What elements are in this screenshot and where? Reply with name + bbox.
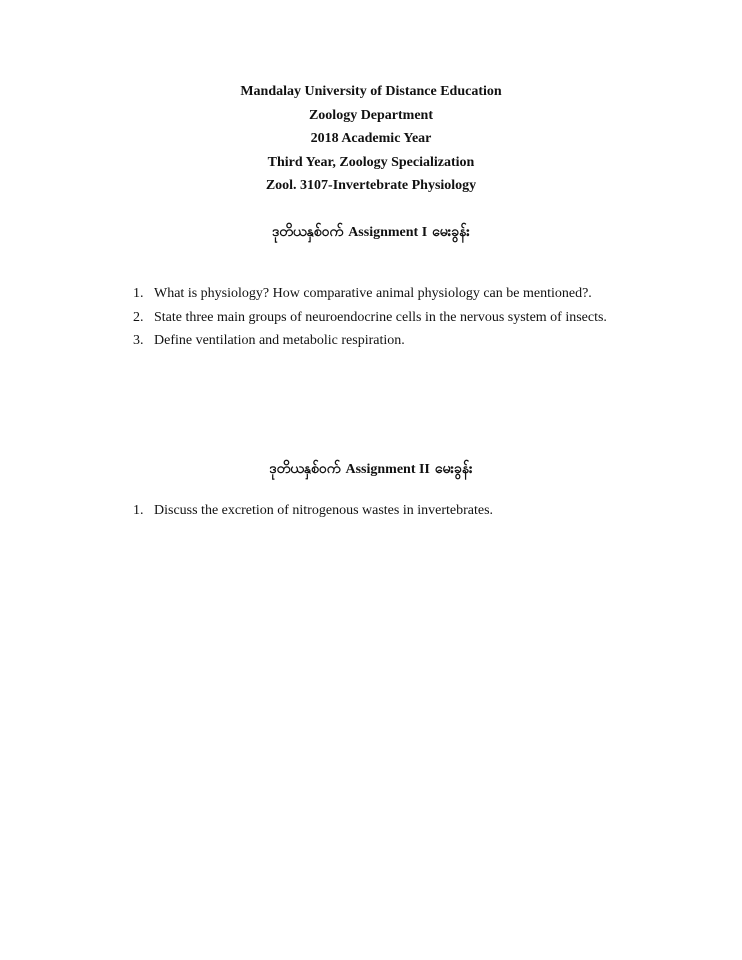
- assignment-1-questions: [133, 282, 713, 353]
- document-header: [0, 80, 742, 198]
- assignment-1-heading-label: Assignment I: [348, 225, 428, 240]
- year-specialization: Third Year, Zoology Specialization: [267, 154, 475, 170]
- question-text: Define ventilation and metabolic respiration.: [154, 333, 405, 348]
- department-name: Zoology Department: [308, 107, 434, 123]
- assignment-1-heading-prefix: ဒုတိယနှစ်ဝက်: [271, 225, 344, 240]
- assignment-1-heading-suffix: မေးခွန်း: [432, 225, 470, 240]
- question-item: [133, 499, 713, 523]
- course-title: Zool. 3107-Invertebrate Physiology: [265, 178, 477, 193]
- question-item: [133, 306, 713, 330]
- assignment-2-heading-suffix: မေးခွန်း: [434, 462, 473, 477]
- assignment-2-heading-prefix: ဒုတိယနှစ်ဝက်: [269, 462, 341, 477]
- question-number: 1.: [133, 286, 144, 301]
- question-number: 1.: [133, 503, 144, 518]
- assignment-2-heading-label: Assignment II: [345, 462, 430, 477]
- question-number: 2.: [133, 309, 144, 325]
- assignment-2-questions: [133, 499, 713, 523]
- academic-year: 2018 Academic Year: [310, 131, 432, 146]
- question-item: [133, 329, 713, 353]
- question-text: State three main groups of neuroendocrine cells in the nervous system of insects.: [154, 309, 607, 325]
- question-item: [133, 282, 713, 306]
- question-number: 3.: [133, 333, 144, 348]
- question-text: Discuss the excretion of nitrogenous wastes in invertebrates.: [154, 503, 494, 518]
- assignment-2-heading: [0, 460, 742, 480]
- question-text: What is physiology? How comparative animal physiology can be mentioned?.: [154, 286, 592, 301]
- university-name: Mandalay University of Distance Education: [240, 84, 502, 99]
- assignment-1-heading: [0, 223, 742, 243]
